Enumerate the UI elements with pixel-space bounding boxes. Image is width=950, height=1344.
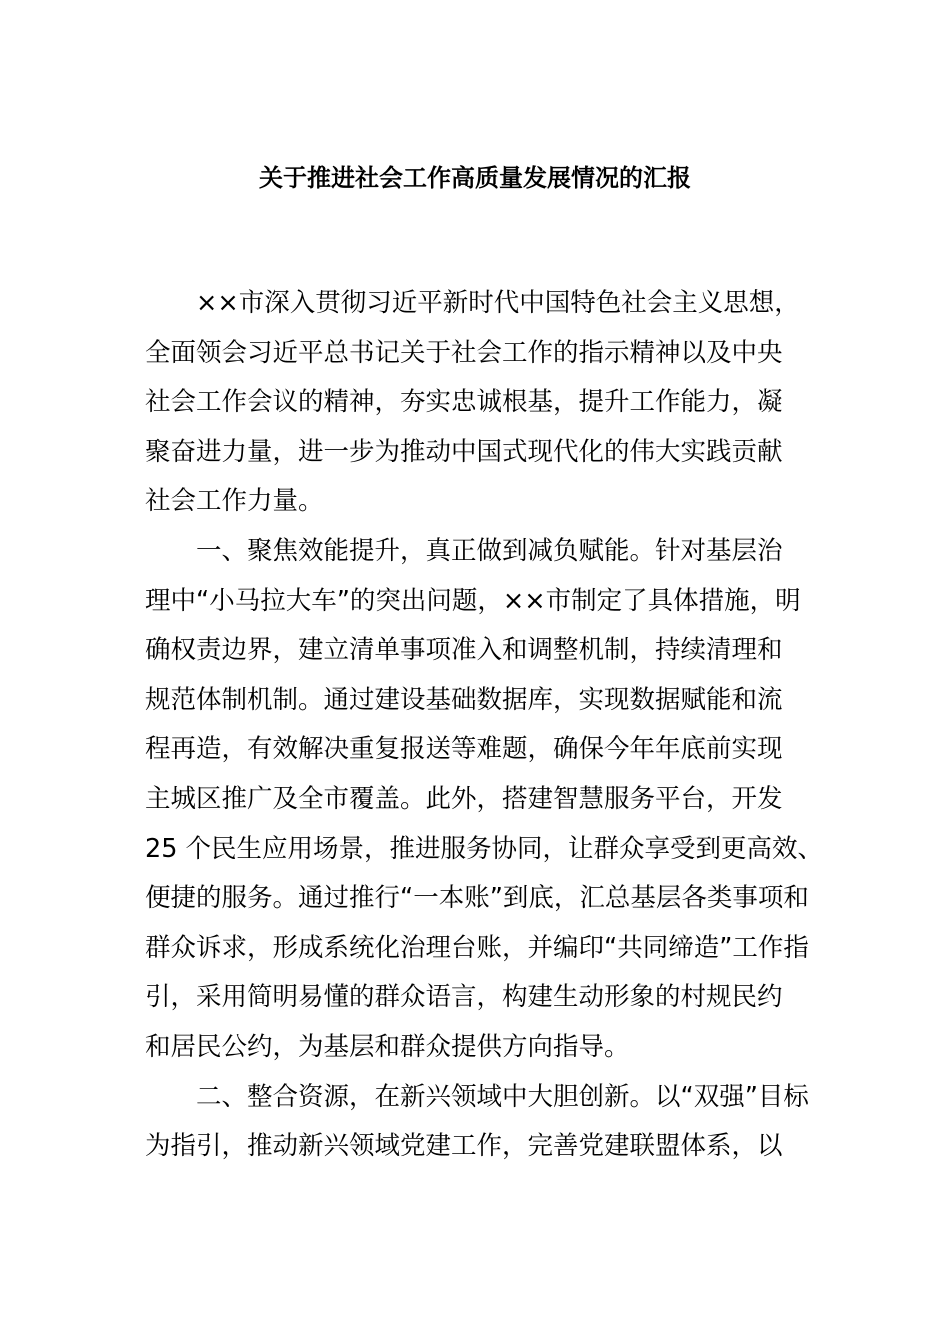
paragraph-line: 聚奋进力量，进一步为推动中国式现代化的伟大实践贡献: [145, 436, 783, 467]
paragraph-line: 规范体制机制。通过建设基础数据库，实现数据赋能和流: [145, 684, 783, 715]
paragraph-line: 群众诉求，形成系统化治理台账，并编印“共同缔造”工作指: [145, 932, 809, 963]
paragraph-line: 确权责边界，建立清单事项准入和调整机制，持续清理和: [145, 635, 783, 666]
paragraph-line: ××市深入贯彻习近平新时代中国特色社会主义思想，: [196, 288, 800, 318]
paragraph-line: 主城区推广及全市覆盖。此外，搭建智慧服务平台，开发: [145, 783, 783, 814]
paragraph-line: 全面领会习近平总书记关于社会工作的指示精神以及中央: [145, 337, 783, 368]
document-title: 关于推进社会工作高质量发展情况的汇报: [259, 164, 691, 192]
paragraph-line: 理中“小马拉大车”的突出问题，××市制定了具体措施，明: [145, 585, 801, 616]
paragraph-line: 和居民公约，为基层和群众提供方向指导。: [145, 1031, 630, 1062]
paragraph-line: 引，采用简明易懂的群众语言，构建生动形象的村规民约: [145, 982, 783, 1013]
paragraph-line: 便捷的服务。通过推行“一本账”到底，汇总基层各类事项和: [145, 883, 809, 914]
paragraph-line: 程再造，有效解决重复报送等难题，确保今年年底前实现: [145, 734, 783, 765]
document-body: [145, 279, 824, 1172]
paragraph-line: 二、整合资源，在新兴领域中大胆创新。以“双强”目标: [196, 1081, 809, 1112]
paragraph-line: 为指引，推动新兴领域党建工作，完善党建联盟体系，以: [145, 1131, 783, 1162]
paragraph-line: 社会工作会议的精神，夯实忠诚根基，提升工作能力，凝: [145, 387, 783, 418]
paragraph-line: 一、聚焦效能提升，真正做到减负赋能。针对基层治: [196, 535, 783, 566]
paragraph-line: 25 个民生应用场景，推进服务协同，让群众享受到更高效、: [145, 833, 824, 864]
paragraph-line: 社会工作力量。: [145, 486, 324, 517]
